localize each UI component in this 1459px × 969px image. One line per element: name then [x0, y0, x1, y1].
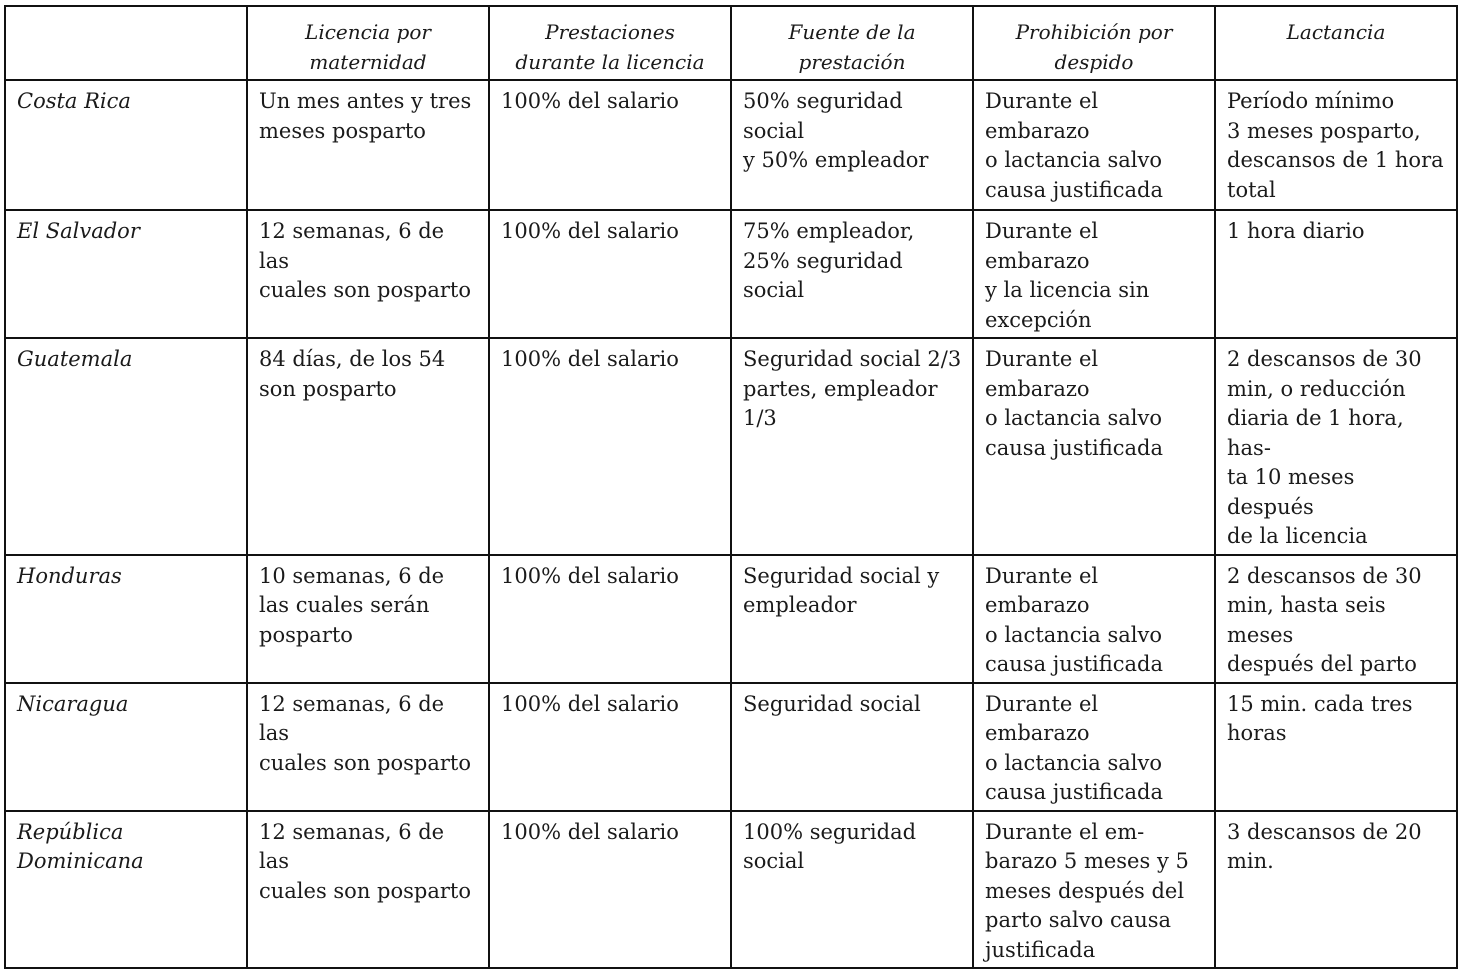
- prohibicion-cell: Durante el embarazo y la licencia sin excepción: [973, 210, 1215, 338]
- lactancia-cell: 15 min. cada tres horas: [1215, 683, 1457, 811]
- lactancia-cell: 3 descansos de 20 min.: [1215, 811, 1457, 969]
- header-prestaciones: Prestaciones durante la licencia: [489, 6, 731, 80]
- prohibicion-cell: Durante el embarazo o lactancia salvo causa justificada: [973, 683, 1215, 811]
- table-row: [5, 338, 1457, 555]
- licencia-cell: 12 semanas, 6 de las cuales son posparto: [247, 811, 489, 969]
- fuente-cell: 50% seguridad social y 50% empleador: [731, 80, 973, 210]
- country-cell: Honduras: [5, 555, 247, 683]
- prestaciones-cell: 100% del salario: [489, 555, 731, 683]
- lactancia-cell: 2 descansos de 30 min, o reducción diaria de 1 hora, has- ta 10 meses después de la licencia: [1215, 338, 1457, 555]
- prestaciones-cell: 100% del salario: [489, 338, 731, 555]
- header-prohibicion: Prohibición por despido: [973, 6, 1215, 80]
- country-cell: República Dominicana: [5, 811, 247, 969]
- prohibicion-cell: Durante el em- barazo 5 meses y 5 meses después del parto salvo causa justificada: [973, 811, 1215, 969]
- fuente-cell: 100% seguridad social: [731, 811, 973, 969]
- table-row: [5, 80, 1457, 210]
- table-row: [5, 683, 1457, 811]
- country-cell: Costa Rica: [5, 80, 247, 210]
- prohibicion-cell: Durante el embarazo o lactancia salvo causa justificada: [973, 80, 1215, 210]
- fuente-cell: 75% empleador, 25% seguridad social: [731, 210, 973, 338]
- licencia-cell: 84 días, de los 54 son posparto: [247, 338, 489, 555]
- fuente-cell: Seguridad social: [731, 683, 973, 811]
- table-header-row: [5, 6, 1457, 80]
- prohibicion-cell: Durante el embarazo o lactancia salvo causa justificada: [973, 555, 1215, 683]
- maternity-leave-table: [4, 5, 1458, 969]
- header-fuente: Fuente de la prestación: [731, 6, 973, 80]
- table-row: [5, 811, 1457, 969]
- licencia-cell: Un mes antes y tres meses posparto: [247, 80, 489, 210]
- fuente-cell: Seguridad social 2/3 partes, empleador 1/3: [731, 338, 973, 555]
- table-row: [5, 210, 1457, 338]
- licencia-cell: 12 semanas, 6 de las cuales son posparto: [247, 683, 489, 811]
- country-cell: Guatemala: [5, 338, 247, 555]
- prestaciones-cell: 100% del salario: [489, 683, 731, 811]
- prestaciones-cell: 100% del salario: [489, 80, 731, 210]
- country-cell: Nicaragua: [5, 683, 247, 811]
- licencia-cell: 10 semanas, 6 de las cuales serán posparto: [247, 555, 489, 683]
- prestaciones-cell: 100% del salario: [489, 811, 731, 969]
- fuente-cell: Seguridad social y empleador: [731, 555, 973, 683]
- header-licencia: Licencia por maternidad: [247, 6, 489, 80]
- country-cell: El Salvador: [5, 210, 247, 338]
- lactancia-cell: Período mínimo 3 meses posparto, descansos de 1 hora total: [1215, 80, 1457, 210]
- header-corner-cell: [5, 6, 247, 80]
- table-row: [5, 555, 1457, 683]
- header-lactancia: Lactancia: [1215, 6, 1457, 80]
- prestaciones-cell: 100% del salario: [489, 210, 731, 338]
- lactancia-cell: 1 hora diario: [1215, 210, 1457, 338]
- licencia-cell: 12 semanas, 6 de las cuales son posparto: [247, 210, 489, 338]
- lactancia-cell: 2 descansos de 30 min, hasta seis meses después del parto: [1215, 555, 1457, 683]
- prohibicion-cell: Durante el embarazo o lactancia salvo causa justificada: [973, 338, 1215, 555]
